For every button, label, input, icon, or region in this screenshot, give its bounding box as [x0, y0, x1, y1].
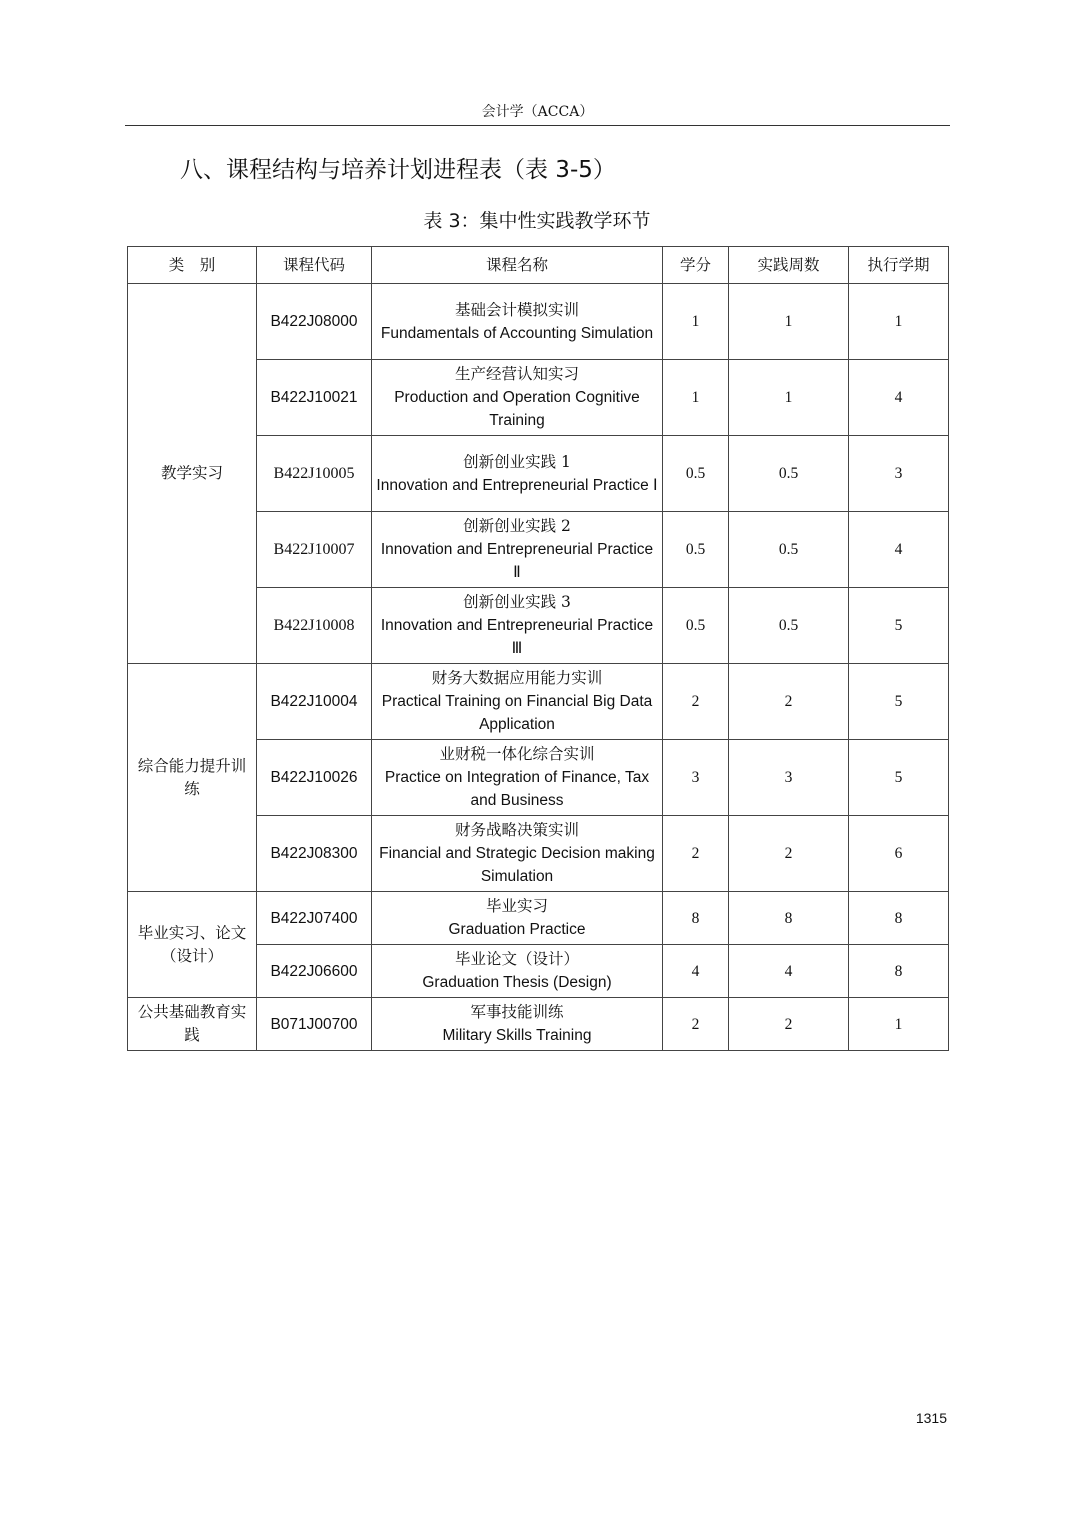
- practice-course-table: [127, 246, 949, 1051]
- credit: 0.5: [663, 588, 729, 664]
- course-code: B422J10021: [257, 360, 372, 436]
- header-course-code: 课程代码: [257, 247, 372, 284]
- course-name-zh: 财务大数据应用能力实训: [431, 669, 603, 687]
- section-title: 八、课程结构与培养计划进程表（表 3-5）: [180, 157, 616, 183]
- course-code: B422J08000: [257, 284, 372, 360]
- course-name-zh: 基础会计模拟实训: [454, 300, 579, 319]
- course-name-zh: 业财税一体化综合实训: [439, 745, 595, 763]
- course-name-en: Financial and Strategic Decision making Simulation: [379, 845, 655, 885]
- course-name-zh: 毕业实习: [485, 897, 548, 915]
- practice-weeks: 2: [729, 664, 849, 740]
- course-name-zh: 创新创业实践 2: [463, 517, 571, 535]
- practice-weeks: 2: [729, 816, 849, 892]
- course-code: B422J10007: [257, 512, 372, 588]
- category-cell: 教学实习: [128, 284, 257, 664]
- table-row: [128, 664, 949, 740]
- table-row: [128, 892, 949, 945]
- semester: 1: [849, 998, 949, 1051]
- course-name-en: Practical Training on Financial Big Data Application: [381, 693, 653, 733]
- credit: 0.5: [663, 512, 729, 588]
- course-name: [372, 512, 663, 588]
- credit: 3: [663, 740, 729, 816]
- semester: 5: [849, 740, 949, 816]
- credit: 2: [663, 816, 729, 892]
- practice-weeks: 8: [729, 892, 849, 945]
- course-name-zh: 生产经营认知实习: [454, 365, 579, 383]
- course-name: [372, 892, 663, 945]
- credit: 8: [663, 892, 729, 945]
- practice-weeks: 0.5: [729, 512, 849, 588]
- practice-weeks: 1: [729, 360, 849, 436]
- semester: 8: [849, 892, 949, 945]
- header-category: 类 别: [128, 247, 257, 284]
- practice-weeks: 0.5: [729, 436, 849, 512]
- course-name: [372, 998, 663, 1051]
- course-name: [372, 816, 663, 892]
- category-cell: 公共基础教育实践: [128, 998, 257, 1051]
- semester: 4: [849, 512, 949, 588]
- course-name: [372, 740, 663, 816]
- course-name-en: Innovation and Entrepreneurial Practice Ⅱ: [380, 541, 654, 581]
- credit: 4: [663, 945, 729, 998]
- semester: 1: [849, 284, 949, 360]
- course-name: [372, 284, 663, 360]
- practice-weeks: 2: [729, 998, 849, 1051]
- course-code: B422J10004: [257, 664, 372, 740]
- course-name-en: Production and Operation Cognitive Training: [394, 389, 640, 429]
- course-code: B422J07400: [257, 892, 372, 945]
- practice-weeks: 1: [729, 284, 849, 360]
- category-cell: 毕业实习、论文（设计）: [128, 892, 257, 998]
- course-name-en: Military Skills Training: [442, 1027, 592, 1044]
- header-semester: 执行学期: [849, 247, 949, 284]
- practice-weeks: 3: [729, 740, 849, 816]
- semester: 8: [849, 945, 949, 998]
- course-code: B071J00700: [257, 998, 372, 1051]
- course-name-en: Graduation Thesis (Design): [422, 974, 612, 991]
- course-name-en: Practice on Integration of Finance, Tax and Business: [384, 769, 650, 809]
- table-title: 表 3：集中性实践教学环节: [423, 210, 651, 232]
- course-name-en: Innovation and Entrepreneurial Practice Ⅲ: [380, 617, 654, 657]
- table-row: [128, 284, 949, 360]
- semester: 6: [849, 816, 949, 892]
- semester: 3: [849, 436, 949, 512]
- course-code: B422J08300: [257, 816, 372, 892]
- course-name-zh: 财务战略决策实训: [454, 821, 579, 839]
- course-name-zh: 创新创业实践 3: [463, 593, 571, 611]
- semester: 4: [849, 360, 949, 436]
- credit: 1: [663, 284, 729, 360]
- course-name-en: Graduation Practice: [448, 921, 586, 938]
- practice-weeks: 4: [729, 945, 849, 998]
- course-name-zh: 军事技能训练: [470, 1003, 564, 1021]
- course-code: B422J10005: [257, 436, 372, 512]
- course-name-zh: 毕业论文（设计）: [454, 950, 579, 968]
- course-name: [372, 664, 663, 740]
- course-name: [372, 360, 663, 436]
- table-header-row: [128, 247, 949, 284]
- course-code: B422J10026: [257, 740, 372, 816]
- credit: 1: [663, 360, 729, 436]
- course-code: B422J10008: [257, 588, 372, 664]
- course-name-en: Innovation and Entrepreneurial Practice Ⅰ: [376, 476, 658, 494]
- table-row: [128, 998, 949, 1051]
- semester: 5: [849, 588, 949, 664]
- credit: 2: [663, 664, 729, 740]
- header-course-name: 课程名称: [372, 247, 663, 284]
- course-name: [372, 945, 663, 998]
- running-header: 会计学（ACCA）: [125, 100, 950, 126]
- practice-weeks: 0.5: [729, 588, 849, 664]
- course-name: [372, 436, 663, 512]
- course-code: B422J06600: [257, 945, 372, 998]
- header-practice-weeks: 实践周数: [729, 247, 849, 284]
- credit: 0.5: [663, 436, 729, 512]
- header-credit: 学分: [663, 247, 729, 284]
- course-name-en: Fundamentals of Accounting Simulation: [380, 324, 654, 342]
- semester: 5: [849, 664, 949, 740]
- course-name: [372, 588, 663, 664]
- page-number: 1315: [915, 1410, 947, 1426]
- course-name-zh: 创新创业实践 1: [463, 452, 571, 471]
- credit: 2: [663, 998, 729, 1051]
- category-cell: 综合能力提升训练: [128, 664, 257, 892]
